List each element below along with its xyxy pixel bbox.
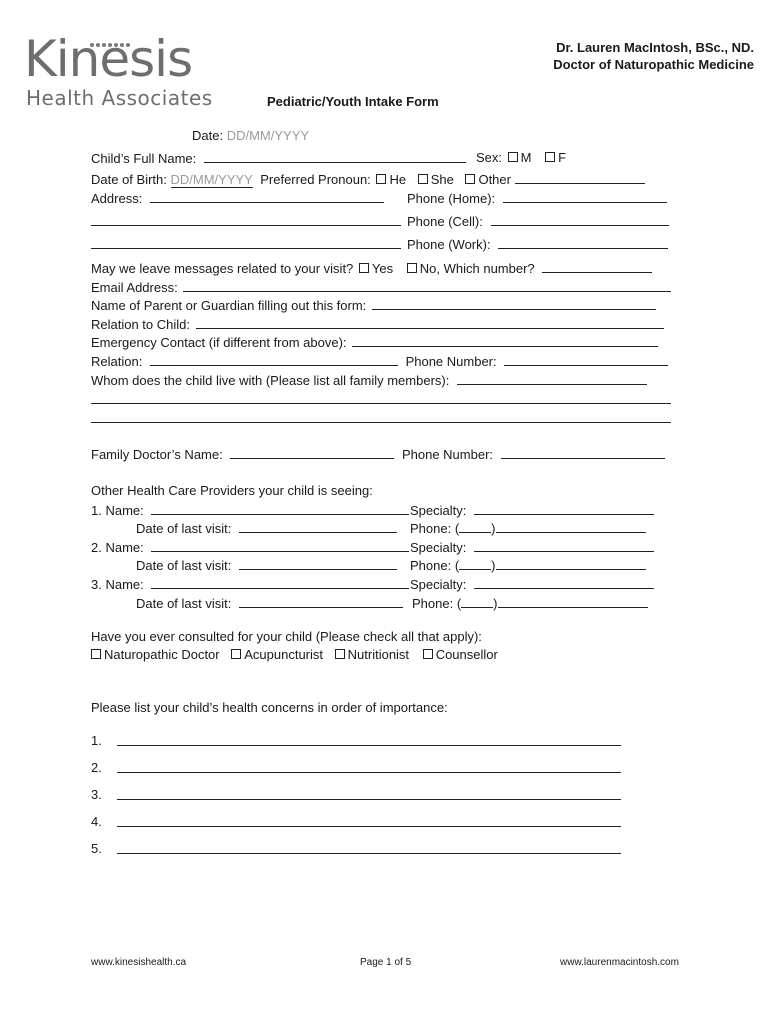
relation-child-label: Relation to Child: <box>91 317 190 332</box>
phone-cell-row <box>407 213 669 230</box>
pronoun-she-checkbox[interactable] <box>418 174 428 184</box>
pronoun-other-label: Other <box>478 172 511 187</box>
family-doctor-label: Family Doctor’s Name: <box>91 447 223 462</box>
phone-home-label: Phone (Home): <box>407 191 496 206</box>
lives-with-line-3[interactable] <box>91 422 671 423</box>
address-row-3 <box>91 236 401 253</box>
consulted-options <box>89 647 498 663</box>
messages-no-label: No, Which number? <box>419 261 535 276</box>
concern-2-input[interactable] <box>117 772 621 773</box>
concern-1-input[interactable] <box>117 745 621 746</box>
doctor-title: Doctor of Naturopathic Medicine <box>553 57 754 72</box>
concern-1-number: 1. <box>91 733 102 748</box>
address-input-1[interactable] <box>150 190 384 203</box>
relation-row <box>91 353 668 370</box>
sex-f-checkbox[interactable] <box>545 152 555 162</box>
consulted-nd-label: Naturopathic Doctor <box>104 647 220 662</box>
provider-3-specialty-input[interactable] <box>474 576 654 589</box>
messages-row <box>91 260 652 277</box>
relation-phone-label: Phone Number: <box>405 354 497 369</box>
provider-3-phone-input[interactable] <box>498 595 648 608</box>
provider-1-name-input[interactable] <box>151 502 409 515</box>
provider-2-area-input[interactable] <box>459 557 491 570</box>
emergency-input[interactable] <box>352 334 658 347</box>
address-row-2 <box>91 213 401 230</box>
dob-field[interactable]: DD/MM/YYYY <box>170 172 253 187</box>
phone-cell-label: Phone (Cell): <box>407 214 483 229</box>
relation-label: Relation: <box>91 354 143 369</box>
footer-page-number: Page 1 of 5 <box>360 957 412 968</box>
provider-2-specialty-input[interactable] <box>474 539 654 552</box>
sex-m-checkbox[interactable] <box>508 152 518 162</box>
child-name-row <box>91 150 466 167</box>
provider-1-visit-input[interactable] <box>239 520 397 533</box>
provider-2-name-input[interactable] <box>151 539 409 552</box>
family-phone-label: Phone Number: <box>401 447 494 462</box>
provider-3-phone-label: Phone: ( <box>412 596 462 611</box>
lives-with-row <box>91 372 647 389</box>
parent-input[interactable] <box>372 297 656 310</box>
messages-yes-checkbox[interactable] <box>359 263 369 273</box>
sex-row <box>476 150 566 166</box>
concern-4-input[interactable] <box>117 826 621 827</box>
provider-3-name-input[interactable] <box>151 576 409 589</box>
relation-child-row <box>91 316 664 333</box>
pronoun-he-label: He <box>389 172 407 187</box>
footer-left-link[interactable]: www.kinesishealth.ca <box>91 957 187 968</box>
dob-label: Date of Birth: <box>91 172 167 187</box>
pronoun-other-input[interactable] <box>515 171 645 184</box>
footer-right-link[interactable]: www.laurenmacintosh.com <box>560 957 679 968</box>
provider-3-specialty-row <box>410 576 654 593</box>
lives-with-input[interactable] <box>457 372 647 385</box>
phone-home-row <box>407 190 667 207</box>
provider-1-phone-label: Phone: ( <box>410 521 460 536</box>
provider-1-name-row <box>91 502 409 519</box>
messages-number-input[interactable] <box>542 260 652 273</box>
family-phone-input[interactable] <box>501 446 665 459</box>
provider-2-visit-row <box>136 557 397 574</box>
consulted-counsellor-checkbox[interactable] <box>423 649 433 659</box>
pronoun-label: Preferred Pronoun: <box>260 172 371 187</box>
provider-2-specialty-row <box>410 539 654 556</box>
provider-2-visit-input[interactable] <box>239 557 397 570</box>
phone-work-row <box>407 236 668 253</box>
parent-row <box>91 297 656 314</box>
concern-4-number: 4. <box>91 814 102 829</box>
consulted-nutritionist-checkbox[interactable] <box>335 649 345 659</box>
provider-3-area-input[interactable] <box>461 595 493 608</box>
provider-3-visit-label: Date of last visit: <box>136 596 232 611</box>
pronoun-other-checkbox[interactable] <box>465 174 475 184</box>
relation-input[interactable] <box>150 353 398 366</box>
provider-1-name-label: 1. Name: <box>91 503 144 518</box>
provider-1-area-input[interactable] <box>459 520 491 533</box>
relation-child-input[interactable] <box>196 316 664 329</box>
address-row <box>91 190 384 207</box>
provider-3-specialty-label: Specialty: <box>410 577 467 592</box>
pronoun-she-label: She <box>430 172 454 187</box>
concern-3-number: 3. <box>91 787 102 802</box>
provider-1-specialty-row <box>410 502 654 519</box>
address-input-2[interactable] <box>91 213 401 226</box>
provider-2-visit-label: Date of last visit: <box>136 558 232 573</box>
phone-home-input[interactable] <box>503 190 667 203</box>
provider-1-visit-row <box>136 520 397 537</box>
lives-with-label: Whom does the child live with (Please list all family members): <box>91 373 450 388</box>
concern-2-number: 2. <box>91 760 102 775</box>
form-title: Pediatric/Youth Intake Form <box>267 94 439 109</box>
lives-with-line-2[interactable] <box>91 403 671 404</box>
messages-label: May we leave messages related to your visit? <box>91 261 354 276</box>
phone-work-label: Phone (Work): <box>407 237 491 252</box>
child-name-label: Child’s Full Name: <box>91 151 197 166</box>
family-doctor-row <box>91 446 665 463</box>
logo <box>24 16 213 110</box>
concerns-question: Please list your child’s health concerns in order of importance: <box>91 700 448 715</box>
provider-1-phone-row: Phone: ( ) <box>410 520 646 537</box>
logo-sub-text: Health Associates <box>26 86 213 110</box>
logo-main-text: Kinesis <box>24 30 193 88</box>
consulted-acupuncturist-label: Acupuncturist <box>244 647 324 662</box>
phone-cell-input[interactable] <box>491 213 669 226</box>
parent-label: Name of Parent or Guardian filling out this form: <box>91 298 367 313</box>
messages-no-checkbox[interactable] <box>407 263 417 273</box>
provider-1-phone-input[interactable] <box>496 520 646 533</box>
family-doctor-input[interactable] <box>230 446 394 459</box>
date-label: Date: <box>192 128 224 143</box>
sex-label: Sex: <box>476 150 503 165</box>
concern-3-input[interactable] <box>117 799 621 800</box>
providers-heading: Other Health Care Providers your child is seeing: <box>91 483 373 498</box>
address-label: Address: <box>91 191 143 206</box>
provider-3-phone-row: Phone: ( ) <box>412 595 648 612</box>
consulted-counsellor-label: Counsellor <box>435 647 498 662</box>
provider-3-visit-row <box>136 595 403 612</box>
consulted-question: Have you ever consulted for your child (Please check all that apply): <box>91 629 482 644</box>
emergency-label: Emergency Contact (if different from above): <box>91 335 347 350</box>
doctor-name: Dr. Lauren MacIntosh, BSc., ND. <box>556 40 754 55</box>
provider-3-visit-input[interactable] <box>239 595 403 608</box>
concern-5-input[interactable] <box>117 853 621 854</box>
provider-2-name-label: 2. Name: <box>91 540 144 555</box>
date-field[interactable]: DD/MM/YYYY <box>226 128 310 143</box>
emergency-row <box>91 334 658 351</box>
provider-3-name-row <box>91 576 409 593</box>
consulted-nd-checkbox[interactable] <box>91 649 101 659</box>
address-input-3[interactable] <box>91 236 401 249</box>
provider-2-phone-input[interactable] <box>496 557 646 570</box>
pronoun-he-checkbox[interactable] <box>376 174 386 184</box>
email-row <box>91 279 671 296</box>
provider-2-phone-label: Phone: ( <box>410 558 460 573</box>
sex-m-label: M <box>520 150 532 165</box>
dob-row <box>91 171 645 188</box>
child-name-input[interactable] <box>204 150 466 163</box>
concern-5-number: 5. <box>91 841 102 856</box>
date-row <box>192 128 309 144</box>
consulted-nutritionist-label: Nutritionist <box>347 647 410 662</box>
provider-2-specialty-label: Specialty: <box>410 540 467 555</box>
provider-2-phone-row: Phone: ( ) <box>410 557 646 574</box>
email-input[interactable] <box>183 279 671 292</box>
email-label: Email Address: <box>91 280 178 295</box>
consulted-acupuncturist-checkbox[interactable] <box>231 649 241 659</box>
provider-2-name-row <box>91 539 409 556</box>
relation-phone-input[interactable] <box>504 353 668 366</box>
provider-1-specialty-label: Specialty: <box>410 503 467 518</box>
sex-f-label: F <box>558 150 567 165</box>
provider-1-specialty-input[interactable] <box>474 502 654 515</box>
phone-work-input[interactable] <box>498 236 668 249</box>
messages-yes-label: Yes <box>371 261 394 276</box>
provider-1-visit-label: Date of last visit: <box>136 521 232 536</box>
provider-3-name-label: 3. Name: <box>91 577 144 592</box>
